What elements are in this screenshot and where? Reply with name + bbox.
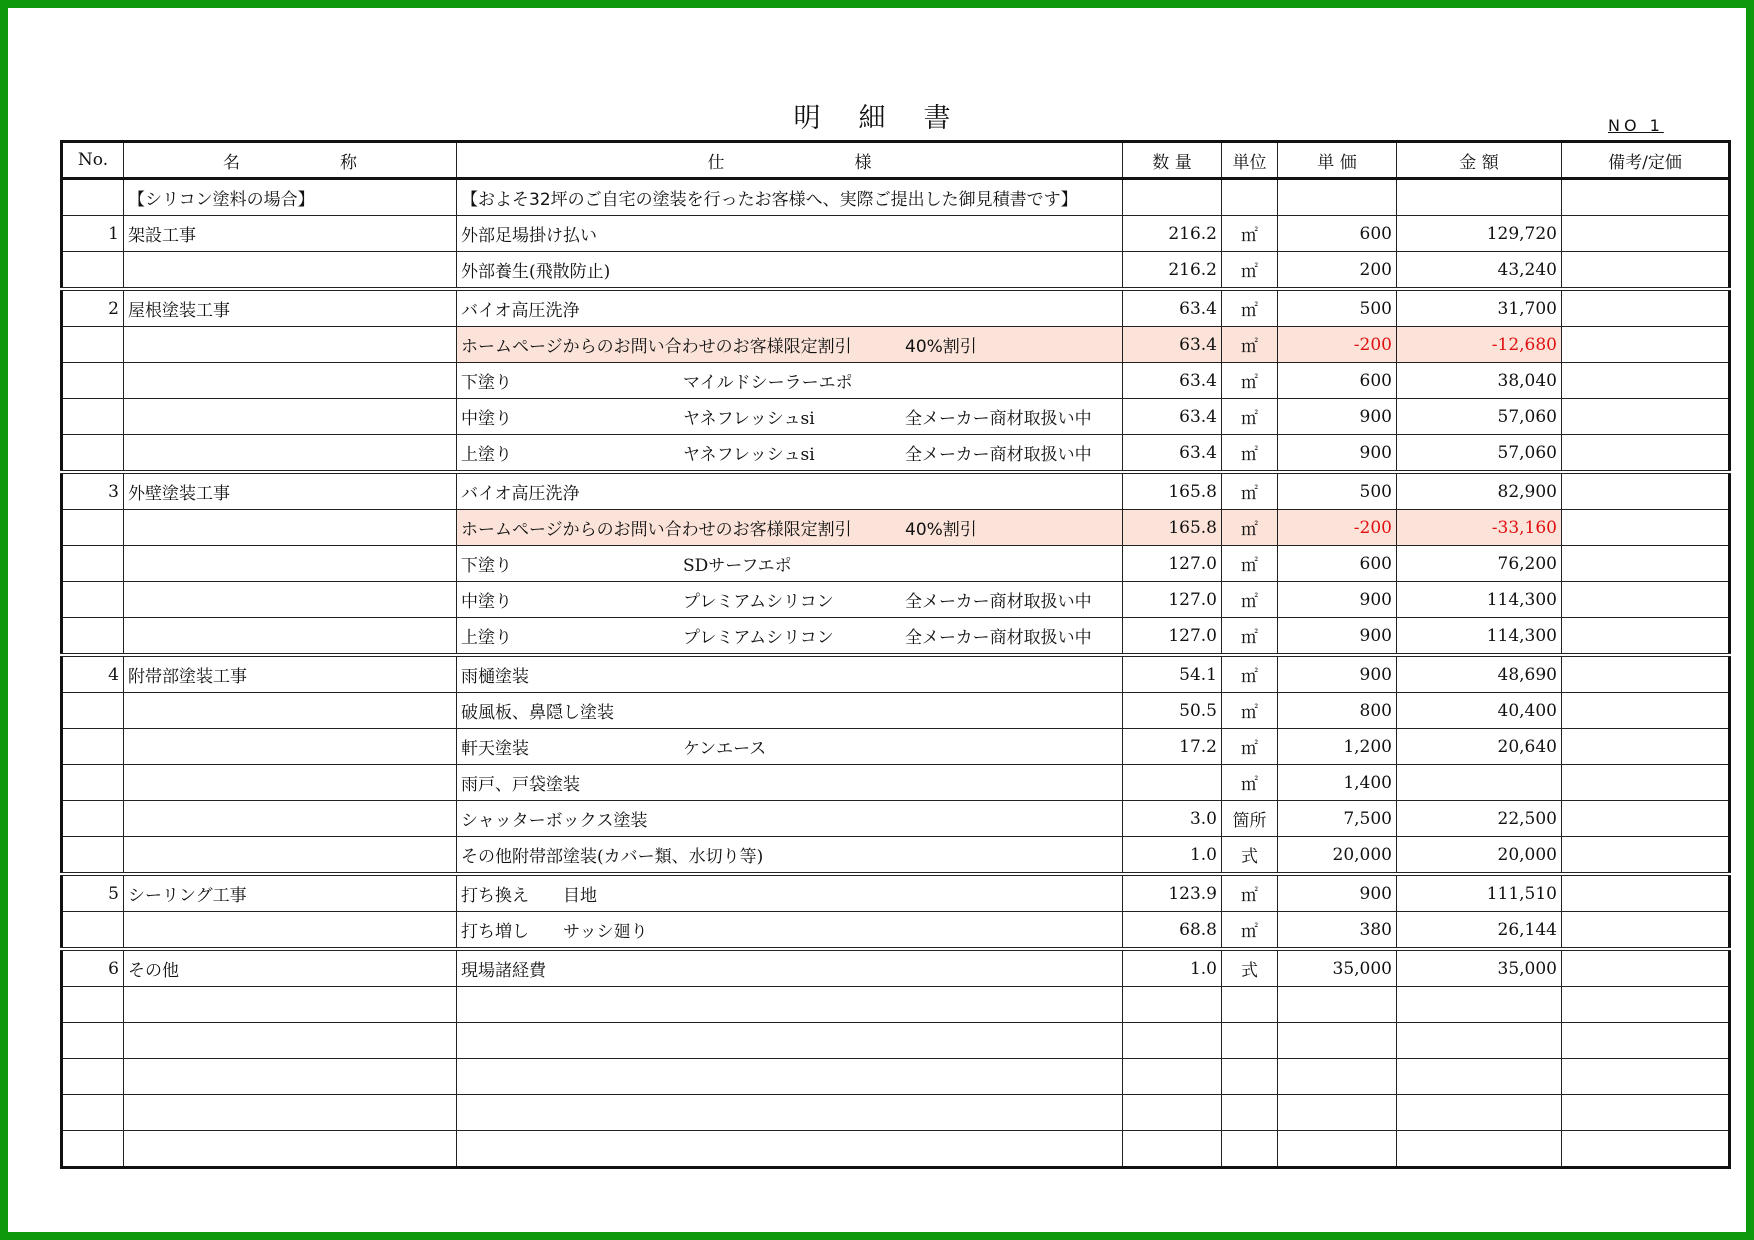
item-no bbox=[62, 912, 124, 950]
spec-note: 全メーカー商材取扱い中 bbox=[905, 628, 1092, 648]
item-amount: 114,300 bbox=[1397, 582, 1562, 618]
empty-cell bbox=[1123, 1023, 1222, 1059]
item-unit: ㎡ bbox=[1222, 435, 1278, 473]
item-amount: 114,300 bbox=[1397, 618, 1562, 656]
item-qty: 50.5 bbox=[1123, 693, 1222, 729]
header-name-1: 名 bbox=[223, 152, 240, 173]
item-amount: 20,640 bbox=[1397, 729, 1562, 765]
item-name bbox=[124, 327, 457, 363]
spec-item: 中塗り bbox=[461, 409, 512, 429]
item-qty: 3.0 bbox=[1123, 801, 1222, 837]
spec-item: バイオ高圧洗浄 bbox=[461, 484, 580, 504]
item-amount: 129,720 bbox=[1397, 216, 1562, 252]
item-name: 架設工事 bbox=[124, 216, 457, 252]
item-spec bbox=[457, 435, 1123, 473]
item-no bbox=[62, 252, 124, 290]
empty-cell bbox=[1123, 1131, 1222, 1168]
header-remarks: 備考/定価 bbox=[1562, 142, 1730, 179]
intro-name: 【シリコン塗料の場合】 bbox=[124, 179, 457, 216]
item-no bbox=[62, 510, 124, 546]
header-unit: 単位 bbox=[1222, 142, 1278, 179]
item-amount: -33,160 bbox=[1397, 510, 1562, 546]
item-spec bbox=[457, 912, 1123, 950]
item-remarks bbox=[1562, 363, 1730, 399]
item-spec bbox=[457, 874, 1123, 912]
title-char: 書 bbox=[923, 103, 961, 134]
spec-material: ヤネフレッシュsi bbox=[683, 445, 815, 465]
item-no: 6 bbox=[62, 949, 124, 987]
empty-cell bbox=[1123, 1059, 1222, 1095]
item-no bbox=[62, 801, 124, 837]
item-unit: ㎡ bbox=[1222, 472, 1278, 510]
empty-cell bbox=[1222, 1131, 1278, 1168]
item-unit: ㎡ bbox=[1222, 729, 1278, 765]
item-qty: 1.0 bbox=[1123, 837, 1222, 875]
item-unit-price: 35,000 bbox=[1278, 949, 1397, 987]
empty-cell bbox=[1278, 1095, 1397, 1131]
item-remarks bbox=[1562, 765, 1730, 801]
item-remarks bbox=[1562, 399, 1730, 435]
item-no bbox=[62, 399, 124, 435]
spec-item: 現場諸経費 bbox=[461, 961, 546, 981]
item-unit: ㎡ bbox=[1222, 216, 1278, 252]
empty-cell bbox=[1278, 987, 1397, 1023]
item-amount: 22,500 bbox=[1397, 801, 1562, 837]
spec-item: シャッターボックス塗装 bbox=[461, 811, 648, 831]
spec-material: ヤネフレッシュsi bbox=[683, 409, 815, 429]
item-remarks bbox=[1562, 912, 1730, 950]
item-unit: ㎡ bbox=[1222, 327, 1278, 363]
spec-item: バイオ高圧洗浄 bbox=[461, 301, 580, 321]
title-char: 細 bbox=[858, 103, 896, 134]
empty-row bbox=[62, 1059, 1730, 1095]
item-spec bbox=[457, 618, 1123, 656]
item-remarks bbox=[1562, 618, 1730, 656]
item-unit-price: 20,000 bbox=[1278, 837, 1397, 875]
item-spec bbox=[457, 472, 1123, 510]
intro-remarks bbox=[1562, 179, 1730, 216]
item-qty: 63.4 bbox=[1123, 435, 1222, 473]
spec-material: プレミアムシリコン bbox=[683, 592, 834, 612]
item-no bbox=[62, 765, 124, 801]
item-spec bbox=[457, 216, 1123, 252]
spec-item: 下塗り bbox=[461, 556, 512, 576]
item-spec bbox=[457, 327, 1123, 363]
spec-item: 破風板、鼻隠し塗装 bbox=[461, 703, 614, 723]
header-price: 単 価 bbox=[1278, 142, 1397, 179]
empty-cell bbox=[62, 1059, 124, 1095]
empty-cell bbox=[1562, 1095, 1730, 1131]
table-row bbox=[62, 363, 1730, 399]
table-row bbox=[62, 252, 1730, 290]
empty-cell bbox=[62, 987, 124, 1023]
item-unit-price: 900 bbox=[1278, 655, 1397, 693]
empty-cell bbox=[457, 1023, 1123, 1059]
item-spec bbox=[457, 399, 1123, 435]
item-spec bbox=[457, 510, 1123, 546]
item-remarks bbox=[1562, 874, 1730, 912]
table-row bbox=[62, 693, 1730, 729]
item-amount: 38,040 bbox=[1397, 363, 1562, 399]
discount-label: ホームページからのお問い合わせのお客様限定割引 bbox=[461, 520, 852, 540]
item-name bbox=[124, 510, 457, 546]
item-remarks bbox=[1562, 693, 1730, 729]
item-qty: 123.9 bbox=[1123, 874, 1222, 912]
item-spec bbox=[457, 546, 1123, 582]
item-name bbox=[124, 582, 457, 618]
item-no: 3 bbox=[62, 472, 124, 510]
item-unit: ㎡ bbox=[1222, 582, 1278, 618]
empty-cell bbox=[62, 1095, 124, 1131]
spec-item: 打ち増し サッシ廻り bbox=[461, 922, 648, 942]
empty-cell bbox=[62, 1023, 124, 1059]
empty-cell bbox=[457, 1131, 1123, 1168]
item-name: 附帯部塗装工事 bbox=[124, 655, 457, 693]
item-unit: 式 bbox=[1222, 837, 1278, 875]
item-name bbox=[124, 252, 457, 290]
item-qty: 17.2 bbox=[1123, 729, 1222, 765]
header-spec-1: 仕 bbox=[707, 152, 725, 173]
item-no bbox=[62, 582, 124, 618]
spec-item: 外部養生(飛散防止) bbox=[461, 262, 611, 282]
header-name bbox=[124, 142, 457, 179]
item-remarks bbox=[1562, 582, 1730, 618]
spec-item: 雨戸、戸袋塗装 bbox=[461, 775, 580, 795]
item-amount: 57,060 bbox=[1397, 435, 1562, 473]
item-remarks bbox=[1562, 801, 1730, 837]
item-unit-price: 500 bbox=[1278, 289, 1397, 327]
item-remarks bbox=[1562, 216, 1730, 252]
empty-row bbox=[62, 1131, 1730, 1168]
item-unit-price: 7,500 bbox=[1278, 801, 1397, 837]
item-no: 2 bbox=[62, 289, 124, 327]
empty-cell bbox=[1222, 1023, 1278, 1059]
empty-cell bbox=[1222, 1059, 1278, 1095]
item-name: シーリング工事 bbox=[124, 874, 457, 912]
item-unit-price: 1,400 bbox=[1278, 765, 1397, 801]
intro-amount bbox=[1397, 179, 1562, 216]
item-qty bbox=[1123, 765, 1222, 801]
item-name bbox=[124, 435, 457, 473]
item-no bbox=[62, 729, 124, 765]
item-qty: 165.8 bbox=[1123, 472, 1222, 510]
table-row bbox=[62, 399, 1730, 435]
spec-note: 全メーカー商材取扱い中 bbox=[905, 592, 1092, 612]
item-no: 5 bbox=[62, 874, 124, 912]
intro-price bbox=[1278, 179, 1397, 216]
item-amount: 111,510 bbox=[1397, 874, 1562, 912]
item-unit: ㎡ bbox=[1222, 874, 1278, 912]
item-unit: ㎡ bbox=[1222, 912, 1278, 950]
item-unit: ㎡ bbox=[1222, 510, 1278, 546]
table-row bbox=[62, 327, 1730, 363]
item-unit: ㎡ bbox=[1222, 363, 1278, 399]
item-unit-price: 600 bbox=[1278, 363, 1397, 399]
item-remarks bbox=[1562, 510, 1730, 546]
empty-cell bbox=[124, 987, 457, 1023]
item-unit-price: 380 bbox=[1278, 912, 1397, 950]
item-unit: ㎡ bbox=[1222, 252, 1278, 290]
item-name bbox=[124, 363, 457, 399]
empty-cell bbox=[1562, 987, 1730, 1023]
empty-cell bbox=[1222, 1095, 1278, 1131]
item-unit: 箇所 bbox=[1222, 801, 1278, 837]
spec-note: 全メーカー商材取扱い中 bbox=[905, 409, 1092, 429]
item-name: その他 bbox=[124, 949, 457, 987]
empty-cell bbox=[1278, 1131, 1397, 1168]
item-spec bbox=[457, 801, 1123, 837]
item-unit: ㎡ bbox=[1222, 618, 1278, 656]
item-no bbox=[62, 327, 124, 363]
item-spec bbox=[457, 765, 1123, 801]
spec-material: SDサーフエポ bbox=[683, 556, 792, 576]
item-remarks bbox=[1562, 729, 1730, 765]
item-unit: ㎡ bbox=[1222, 693, 1278, 729]
empty-cell bbox=[1562, 1059, 1730, 1095]
spec-item: 雨樋塗装 bbox=[461, 667, 529, 687]
item-qty: 127.0 bbox=[1123, 582, 1222, 618]
item-spec bbox=[457, 582, 1123, 618]
empty-cell bbox=[1222, 987, 1278, 1023]
spec-material: ケンエース bbox=[683, 739, 767, 759]
table-row bbox=[62, 618, 1730, 656]
item-qty: 63.4 bbox=[1123, 363, 1222, 399]
empty-cell bbox=[457, 1059, 1123, 1095]
item-qty: 1.0 bbox=[1123, 949, 1222, 987]
item-spec bbox=[457, 693, 1123, 729]
item-no bbox=[62, 363, 124, 399]
item-name bbox=[124, 765, 457, 801]
title-char: 明 bbox=[793, 103, 831, 134]
table-row bbox=[62, 801, 1730, 837]
empty-cell bbox=[1123, 1095, 1222, 1131]
item-unit-price: 600 bbox=[1278, 216, 1397, 252]
header-no: No. bbox=[62, 142, 124, 179]
empty-cell bbox=[1278, 1059, 1397, 1095]
spec-item: 中塗り bbox=[461, 592, 512, 612]
table-row bbox=[62, 435, 1730, 473]
item-unit-price: 900 bbox=[1278, 399, 1397, 435]
item-remarks bbox=[1562, 327, 1730, 363]
table-row bbox=[62, 472, 1730, 510]
item-no: 1 bbox=[62, 216, 124, 252]
item-amount: 20,000 bbox=[1397, 837, 1562, 875]
discount-label: ホームページからのお問い合わせのお客様限定割引 bbox=[461, 337, 852, 357]
header-spec bbox=[457, 142, 1123, 179]
item-unit-price: 800 bbox=[1278, 693, 1397, 729]
item-remarks bbox=[1562, 655, 1730, 693]
spec-item: その他附帯部塗装(カバー類、水切り等) bbox=[461, 847, 764, 867]
table-row bbox=[62, 729, 1730, 765]
item-spec bbox=[457, 949, 1123, 987]
spec-note: 全メーカー商材取扱い中 bbox=[905, 445, 1092, 465]
empty-cell bbox=[1278, 1023, 1397, 1059]
item-name bbox=[124, 729, 457, 765]
empty-cell bbox=[124, 1059, 457, 1095]
item-amount: 82,900 bbox=[1397, 472, 1562, 510]
empty-cell bbox=[124, 1023, 457, 1059]
item-spec bbox=[457, 729, 1123, 765]
empty-cell bbox=[1397, 1131, 1562, 1168]
item-no bbox=[62, 618, 124, 656]
item-remarks bbox=[1562, 435, 1730, 473]
table-row bbox=[62, 874, 1730, 912]
table-row bbox=[62, 510, 1730, 546]
item-remarks bbox=[1562, 472, 1730, 510]
intro-row bbox=[62, 179, 1730, 216]
item-unit-price: 500 bbox=[1278, 472, 1397, 510]
spec-item: 軒天塗装 bbox=[461, 739, 529, 759]
item-qty: 63.4 bbox=[1123, 289, 1222, 327]
item-name: 屋根塗装工事 bbox=[124, 289, 457, 327]
item-qty: 127.0 bbox=[1123, 546, 1222, 582]
empty-cell bbox=[1562, 1023, 1730, 1059]
spec-item: 上塗り bbox=[461, 445, 512, 465]
item-spec bbox=[457, 363, 1123, 399]
intro-qty bbox=[1123, 179, 1222, 216]
item-amount: 31,700 bbox=[1397, 289, 1562, 327]
table-row bbox=[62, 216, 1730, 252]
discount-rate: 40%割引 bbox=[905, 520, 977, 540]
item-remarks bbox=[1562, 837, 1730, 875]
item-amount: 43,240 bbox=[1397, 252, 1562, 290]
document-title bbox=[8, 96, 1746, 135]
item-unit-price: 1,200 bbox=[1278, 729, 1397, 765]
header-row bbox=[62, 142, 1730, 179]
page-number: NO 1 bbox=[1608, 116, 1664, 135]
item-unit: 式 bbox=[1222, 949, 1278, 987]
item-qty: 54.1 bbox=[1123, 655, 1222, 693]
item-unit: ㎡ bbox=[1222, 655, 1278, 693]
item-unit-price: 900 bbox=[1278, 874, 1397, 912]
spec-material: マイルドシーラーエポ bbox=[683, 373, 853, 393]
item-amount: 48,690 bbox=[1397, 655, 1562, 693]
table-row bbox=[62, 546, 1730, 582]
discount-rate: 40%割引 bbox=[905, 337, 977, 357]
estimate-table bbox=[60, 140, 1731, 1169]
item-qty: 216.2 bbox=[1123, 216, 1222, 252]
empty-row bbox=[62, 1095, 1730, 1131]
table-row bbox=[62, 655, 1730, 693]
item-no: 4 bbox=[62, 655, 124, 693]
item-spec bbox=[457, 655, 1123, 693]
table-row bbox=[62, 582, 1730, 618]
header-qty: 数 量 bbox=[1123, 142, 1222, 179]
spec-item: 下塗り bbox=[461, 373, 512, 393]
table-row bbox=[62, 949, 1730, 987]
item-no bbox=[62, 435, 124, 473]
item-name bbox=[124, 399, 457, 435]
empty-cell bbox=[124, 1131, 457, 1168]
item-qty: 68.8 bbox=[1123, 912, 1222, 950]
item-spec bbox=[457, 289, 1123, 327]
intro-unit bbox=[1222, 179, 1278, 216]
item-name bbox=[124, 837, 457, 875]
empty-cell bbox=[1123, 987, 1222, 1023]
item-no bbox=[62, 837, 124, 875]
item-unit-price: 200 bbox=[1278, 252, 1397, 290]
item-remarks bbox=[1562, 252, 1730, 290]
item-name bbox=[124, 618, 457, 656]
empty-row bbox=[62, 1023, 1730, 1059]
header-name-2: 称 bbox=[340, 152, 357, 173]
item-unit-price: 900 bbox=[1278, 435, 1397, 473]
empty-cell bbox=[457, 987, 1123, 1023]
spec-material: プレミアムシリコン bbox=[683, 628, 834, 648]
item-spec bbox=[457, 837, 1123, 875]
spec-item: 打ち換え 目地 bbox=[461, 886, 597, 906]
empty-cell bbox=[1397, 1023, 1562, 1059]
item-amount: 35,000 bbox=[1397, 949, 1562, 987]
table-row bbox=[62, 837, 1730, 875]
item-amount bbox=[1397, 765, 1562, 801]
spec-item: 外部足場掛け払い bbox=[461, 226, 597, 246]
item-unit-price: 900 bbox=[1278, 618, 1397, 656]
item-qty: 127.0 bbox=[1123, 618, 1222, 656]
empty-cell bbox=[62, 1131, 124, 1168]
item-unit-price: 600 bbox=[1278, 546, 1397, 582]
intro-spec: 【およそ32坪のご自宅の塗装を行ったお客様へ、実際ご提出した御見積書です】 bbox=[457, 179, 1123, 216]
item-name bbox=[124, 912, 457, 950]
empty-cell bbox=[1397, 1059, 1562, 1095]
item-amount: 26,144 bbox=[1397, 912, 1562, 950]
item-amount: 57,060 bbox=[1397, 399, 1562, 435]
empty-cell bbox=[1397, 1095, 1562, 1131]
header-amount: 金 額 bbox=[1397, 142, 1562, 179]
item-qty: 63.4 bbox=[1123, 399, 1222, 435]
table-row bbox=[62, 765, 1730, 801]
empty-cell bbox=[1397, 987, 1562, 1023]
intro-no bbox=[62, 179, 124, 216]
table-row bbox=[62, 289, 1730, 327]
table-row bbox=[62, 912, 1730, 950]
item-unit-price: 900 bbox=[1278, 582, 1397, 618]
item-qty: 216.2 bbox=[1123, 252, 1222, 290]
item-unit: ㎡ bbox=[1222, 765, 1278, 801]
item-unit: ㎡ bbox=[1222, 289, 1278, 327]
item-amount: -12,680 bbox=[1397, 327, 1562, 363]
item-remarks bbox=[1562, 949, 1730, 987]
item-no bbox=[62, 693, 124, 729]
spec-item: 上塗り bbox=[461, 628, 512, 648]
item-remarks bbox=[1562, 289, 1730, 327]
empty-cell bbox=[1562, 1131, 1730, 1168]
empty-cell bbox=[457, 1095, 1123, 1131]
item-unit: ㎡ bbox=[1222, 546, 1278, 582]
item-remarks bbox=[1562, 546, 1730, 582]
empty-row bbox=[62, 987, 1730, 1023]
item-no bbox=[62, 546, 124, 582]
header-spec-2: 様 bbox=[854, 152, 872, 173]
item-name bbox=[124, 801, 457, 837]
item-name: 外壁塗装工事 bbox=[124, 472, 457, 510]
item-unit-price: -200 bbox=[1278, 510, 1397, 546]
empty-cell bbox=[124, 1095, 457, 1131]
item-qty: 63.4 bbox=[1123, 327, 1222, 363]
item-amount: 76,200 bbox=[1397, 546, 1562, 582]
item-name bbox=[124, 693, 457, 729]
item-unit: ㎡ bbox=[1222, 399, 1278, 435]
item-qty: 165.8 bbox=[1123, 510, 1222, 546]
item-name bbox=[124, 546, 457, 582]
item-spec bbox=[457, 252, 1123, 290]
item-amount: 40,400 bbox=[1397, 693, 1562, 729]
item-unit-price: -200 bbox=[1278, 327, 1397, 363]
